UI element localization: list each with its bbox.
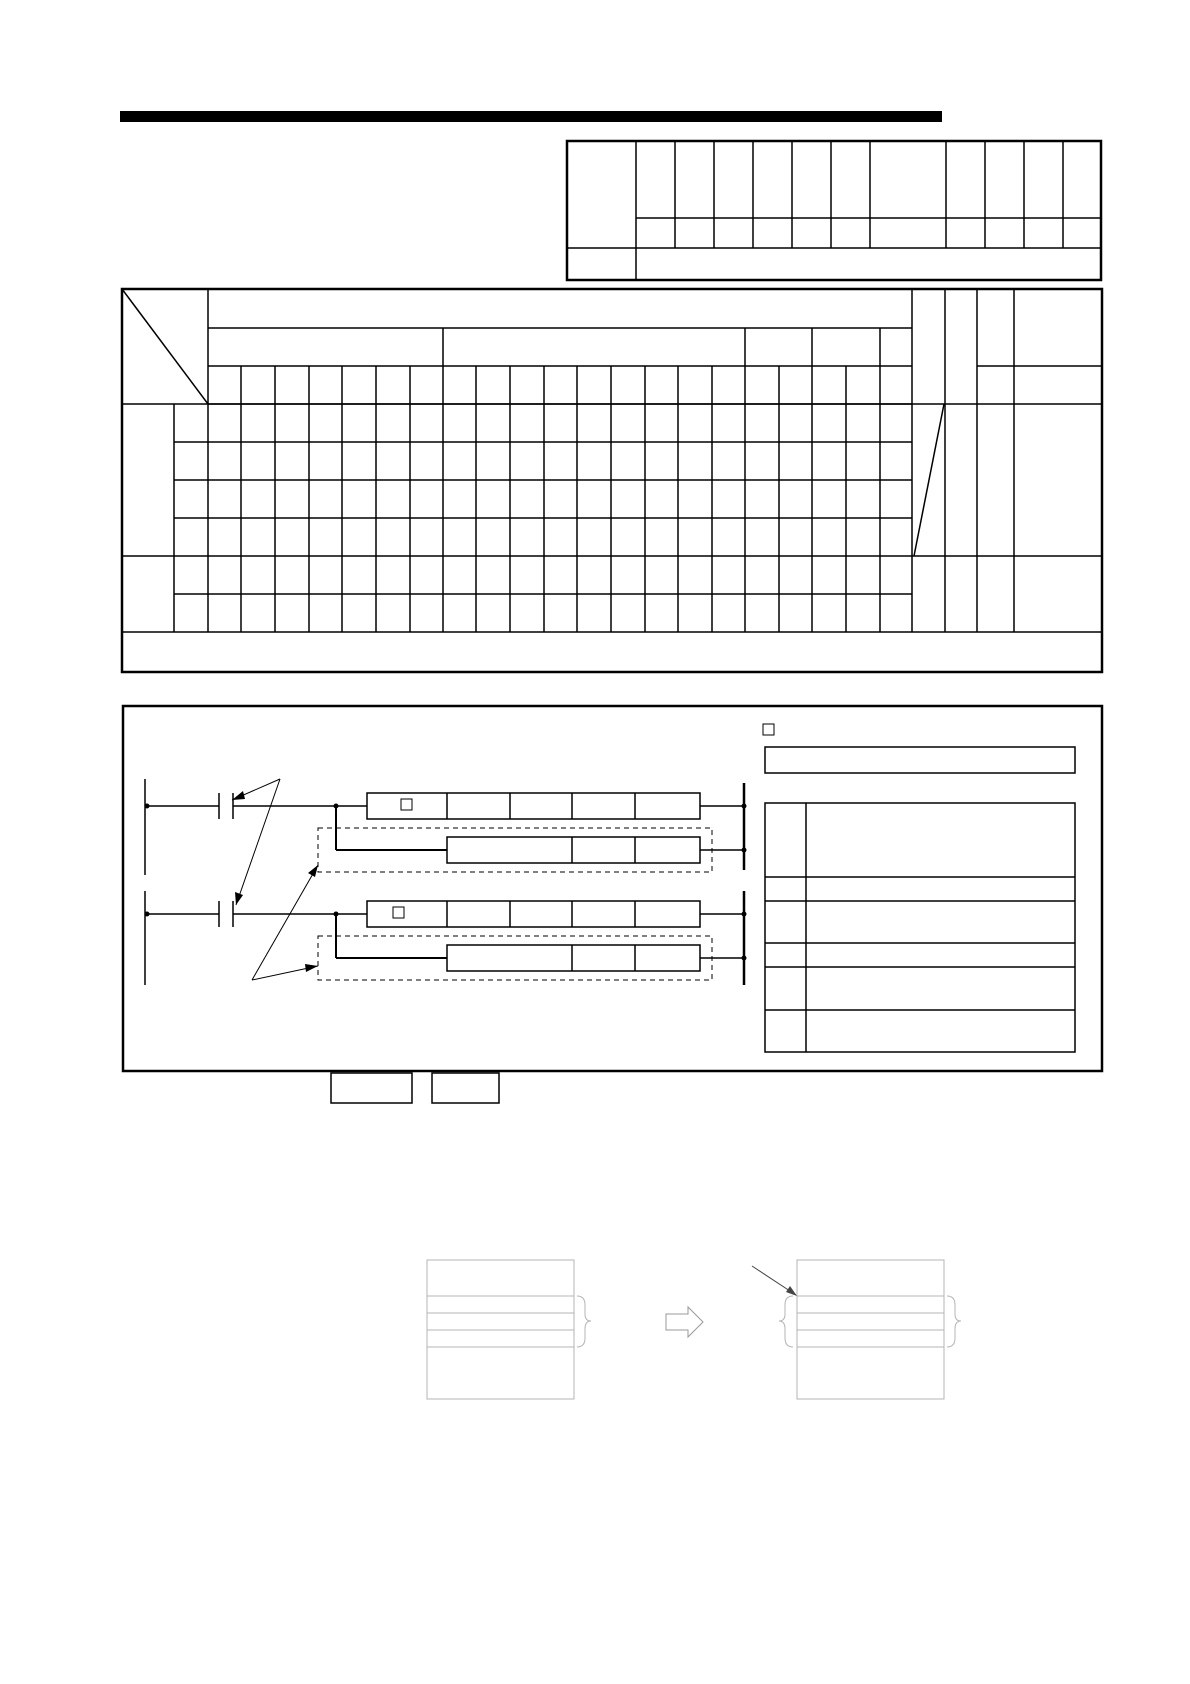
setting-data-marker (763, 724, 774, 735)
memory-block-after (779, 1260, 961, 1399)
setting-data-panel (763, 724, 1075, 1052)
setting-data-table (765, 803, 1075, 1052)
brace-right (577, 1296, 591, 1347)
header-bar (120, 111, 942, 122)
execution-condition (331, 1073, 499, 1103)
cpu-table (567, 141, 1101, 280)
execution-condition-box-2 (432, 1073, 499, 1103)
callout-arrows (232, 779, 318, 980)
right-arrow-icon (666, 1307, 703, 1337)
ladder-rung-1 (145, 793, 747, 872)
instruction-panel (123, 706, 1102, 1071)
device-table (122, 289, 1102, 672)
memory-block-before (427, 1260, 591, 1399)
brace-right-after (947, 1296, 961, 1347)
execution-condition-box-1 (331, 1073, 412, 1103)
brace-left (779, 1296, 793, 1347)
ladder-rung-2 (145, 901, 747, 980)
instruction-box-alt (447, 837, 700, 863)
instruction-box (367, 793, 700, 819)
setting-data-header (765, 747, 1075, 773)
memory-diagram (427, 1260, 961, 1399)
instruction-prefix-box (401, 799, 412, 810)
